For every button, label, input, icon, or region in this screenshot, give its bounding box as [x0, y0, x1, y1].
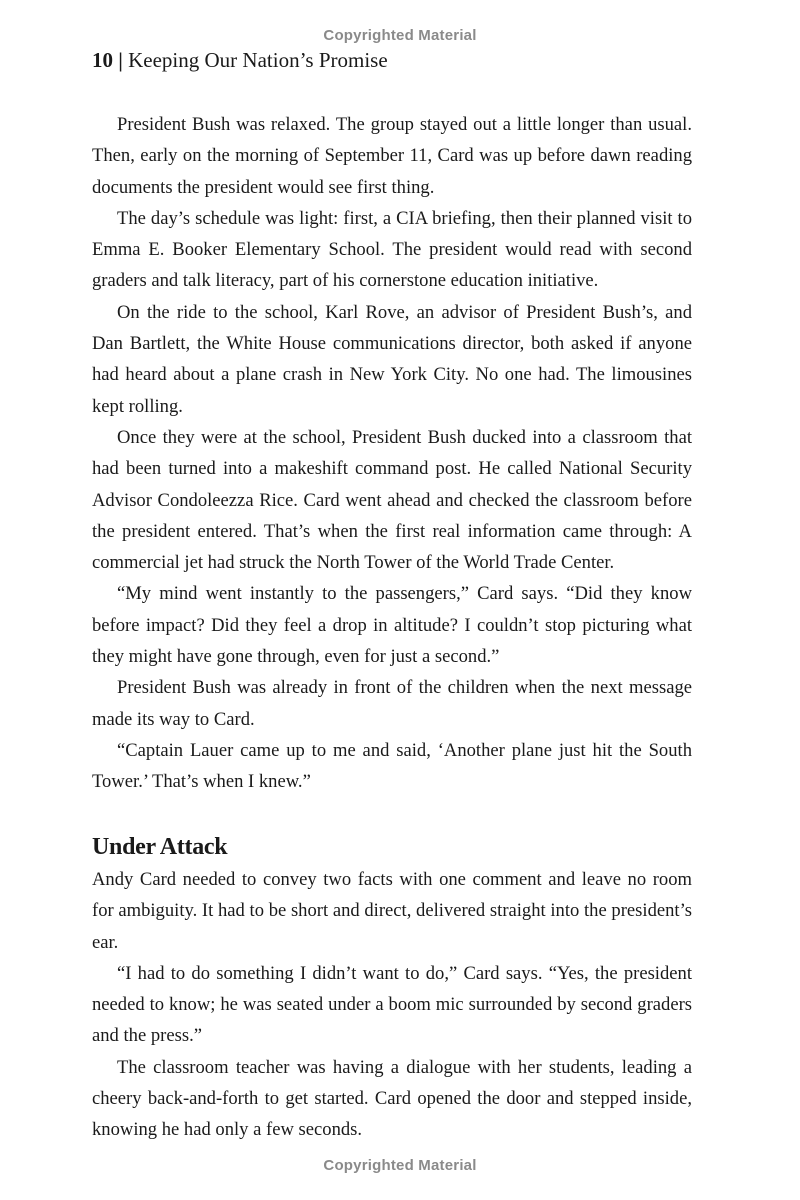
paragraph: “Captain Lauer came up to me and said, ‘Another plane just hit the South Tower.’ That’s when I knew.”: [92, 739, 692, 793]
section-under-attack: [92, 832, 692, 1146]
section-heading: Under Attack: [92, 834, 228, 860]
paragraph: The classroom teacher was having a dialogue with her students, leading a cheery back-and-forth to get started. Card opened the door and stepped inside, knowing he had only a few seconds.: [92, 1056, 692, 1141]
paragraph: On the ride to the school, Karl Rove, an advisor of President Bush’s, and Dan Bartlett, the White House communications director, both asked if anyone had heard about a plane crash in New York City. No one had. The limousines kept rolling.: [92, 301, 692, 417]
copyright-watermark-top: Copyrighted Material: [323, 27, 477, 44]
header-separator: |: [118, 48, 123, 72]
paragraph: President Bush was already in front of the children when the next message made its way to Card.: [92, 677, 692, 730]
paragraph: Once they were at the school, President Bush ducked into a classroom that had been turned into a makeshift command post. He called National Security Advisor Condoleezza Rice. Card went ahead and checked the classroom before the president entered. That’s when the first real information came through: A commercial jet had struck the North Tower of the World Trade Center.: [92, 426, 692, 574]
body-text: [92, 109, 692, 798]
copyright-watermark-bottom: Copyrighted Material: [323, 1157, 477, 1174]
paragraph: “My mind went instantly to the passengers,” Card says. “Did they know before impact? Did they feel a drop in altitude? I couldn’t stop picturing what they might have gone through, even for just a second.”: [92, 583, 692, 668]
running-header: [92, 47, 388, 73]
page-number: 10: [92, 48, 113, 72]
paragraph: “I had to do something I didn’t want to do,” Card says. “Yes, the president needed to know; he was seated under a boom mic surrounded by second graders and the press.”: [92, 962, 692, 1047]
book-title: Keeping Our Nation’s Promise: [128, 48, 388, 72]
paragraph: Andy Card needed to convey two facts with one comment and leave no room for ambiguity. It had to be short and direct, delivered straight into the president’s ear.: [92, 869, 692, 953]
paragraph: The day’s schedule was light: first, a CIA briefing, then their planned visit to Emma E. Booker Elementary School. The president would read with second graders and talk literacy, part of his cornerstone education initiative.: [92, 207, 692, 292]
paragraph: President Bush was relaxed. The group stayed out a little longer than usual. Then, early on the morning of September 11, Card was up before dawn reading documents the president would see first thing.: [92, 114, 692, 198]
